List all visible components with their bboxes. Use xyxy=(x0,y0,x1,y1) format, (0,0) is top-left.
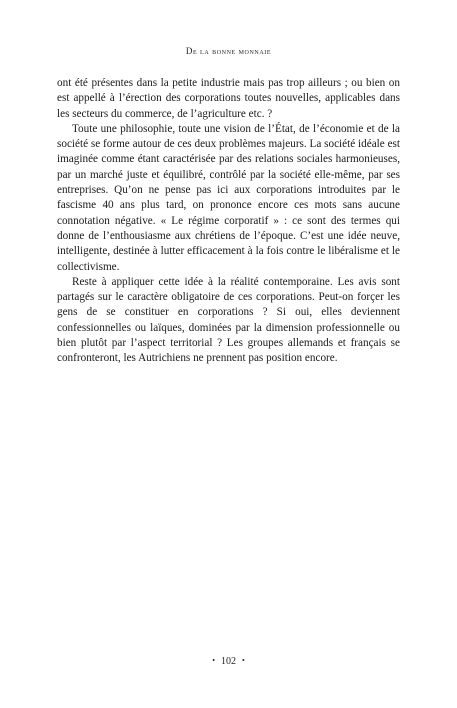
running-head: De la bonne monnaie xyxy=(185,46,272,56)
page-number: 102 xyxy=(221,656,236,667)
paragraph: Reste à appliquer cette idée à la réalité contemporaine. Les avis sont partagés sur le caractère obligatoire de ces corporations. Peut-on forçer les gens de se constituer en corporations ? Si oui, elles deviennent confessionnelles ou laïques, dominées par la dimension professionnelle ou bien plutôt par l’aspect territorial ? Les groupes allemands et français se confronteront, les Autrichiens ne prennent pas position encore. xyxy=(57,275,400,365)
body-text xyxy=(57,76,400,367)
paragraph: ont été présentes dans la petite industrie mais pas trop ailleurs ; ou bien on est appellé à l’érection des corporations toutes nouvelles, applicables dans les secteurs du commerce, de l’agriculture etc. ? xyxy=(57,77,400,120)
bullet-ornament: • xyxy=(212,656,215,665)
paragraph: Toute une philosophie, toute une vision de l’État, de l’économie et de la société se forme autour de ces deux problèmes majeurs. La société idéale est imaginée comme étant caractérisée par des relations sociales harmonieuses, par un marché juste et équilibré, contrôlé par la société elle-même, par ses entreprises. Qu’on ne pense pas ici aux corporations introduites par le fascisme 40 ans plus tard, on prononce encore ces mots sans aucune connotation négative. « Le régime corporatif » : ce sont des termes qui donne de l’enthousiasme aux chrétiens de l’époque. C’est une idée neuve, intelligente, destinée à lutter efficacement à la fois contre le libéralisme et le collectivisme. xyxy=(57,122,400,273)
page-number-footer xyxy=(0,656,457,667)
bullet-ornament: • xyxy=(242,656,245,665)
